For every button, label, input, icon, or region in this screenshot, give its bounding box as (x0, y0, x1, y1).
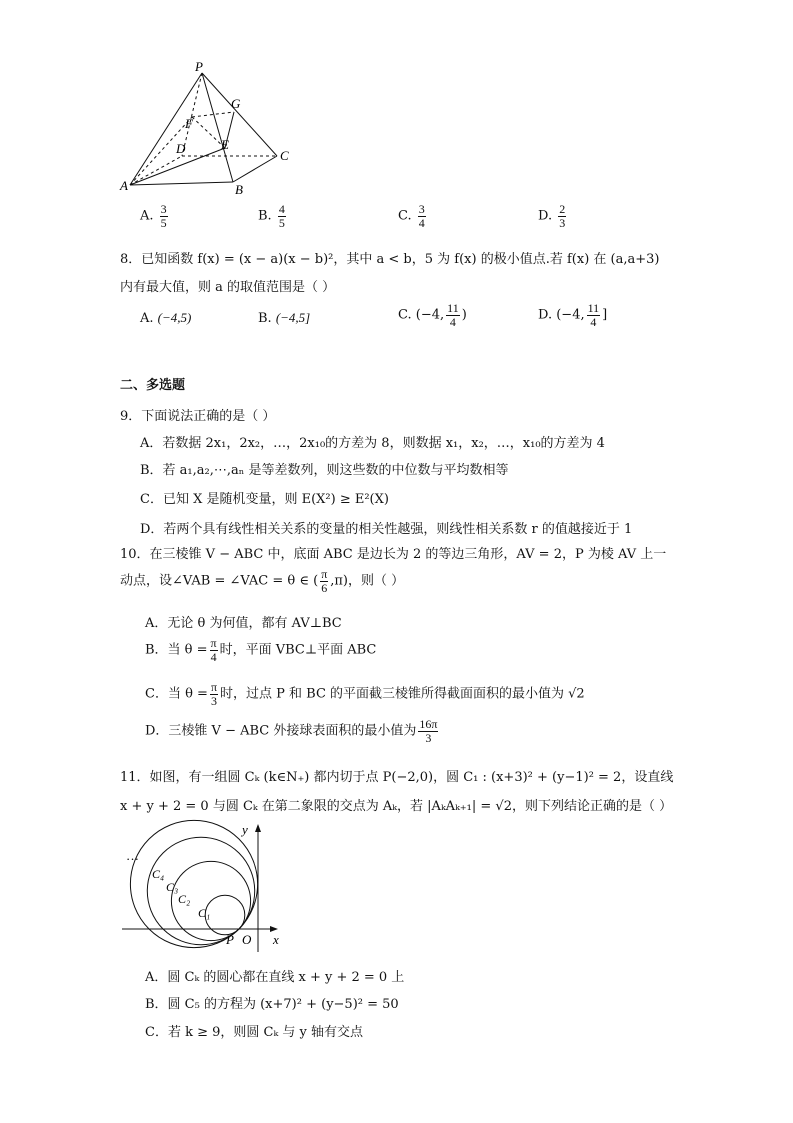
option-letter: A. (140, 311, 154, 326)
denominator: 4 (449, 314, 456, 329)
q11-line2: x + y + 2 = 0 与圆 Cₖ 在第二象限的交点为 Aₖ，若 |AₖAₖ₊₁| = √2，则下列结论正确的是（ ） (120, 799, 673, 814)
option-text: D．三棱锥 V − ABC 外接球表面积的最小值为 (145, 723, 417, 739)
numerator: 11 (587, 301, 600, 315)
fraction (160, 203, 168, 229)
circles-figure (118, 818, 298, 958)
fraction (418, 718, 438, 744)
q9-stem: 9．下面说法正确的是（ ） (120, 409, 276, 424)
option-letter: D. (538, 307, 553, 323)
label-D: D (176, 141, 186, 156)
fraction (320, 568, 328, 594)
numerator: π (321, 567, 328, 581)
denominator: 5 (160, 215, 167, 230)
label-G: G (231, 96, 241, 111)
denominator: 6 (321, 580, 328, 595)
numerator: π (210, 680, 217, 694)
q10-option-b (145, 637, 376, 663)
label-C3: C₃ (166, 880, 179, 894)
option-letter: C. (398, 307, 412, 323)
fraction (587, 302, 601, 328)
option-text: (−4, (415, 307, 445, 323)
q9-option-a: A．若数据 2x₁，2x₂，…，2x₁₀的方差为 8，则数据 x₁，x₂，…，x₁₀的方差为 4 (140, 436, 605, 451)
label-B: B (235, 182, 243, 197)
label-O: O (242, 932, 252, 947)
edge-BC (233, 156, 277, 182)
q7-option-b (258, 203, 288, 229)
q10-option-a: A．无论 θ 为何值，都有 AV⊥BC (145, 616, 342, 631)
option-letter: D. (538, 208, 553, 224)
label-x: x (273, 932, 279, 947)
q10-option-c (145, 681, 585, 707)
option-text-end: 时，平面 VBC⊥平面 ABC (219, 642, 377, 658)
q8-line2: 内有最大值，则 a 的取值范围是（ ） (120, 280, 336, 295)
q9-option-d: D．若两个具有线性相关关系的变量的相关性越强，则线性相关系数 r 的值越接近于 1 (140, 522, 633, 537)
q10-line2 (120, 568, 404, 594)
option-text: (−4, (556, 307, 585, 323)
option-text-end: 时，过点 P 和 BC 的平面截三棱锥所得截面面积的最小值为 √2 (220, 686, 585, 702)
fraction (418, 203, 426, 229)
numerator: 3 (160, 202, 167, 216)
q7-option-c (398, 203, 428, 229)
q10-line2-text: 动点，设∠VAB = ∠VAC = θ ∈ ( (120, 573, 319, 589)
option-text: (−4,5] (275, 310, 311, 325)
pyramid-figure (110, 60, 310, 200)
section-title: 二、多选题 (120, 378, 186, 393)
q7-option-a (140, 203, 170, 229)
label-y: y (242, 822, 248, 837)
edge-AB (130, 182, 233, 185)
q11-option-c: C．若 k ≥ 9，则圆 Cₖ 与 y 轴有交点 (145, 1025, 363, 1040)
option-text: B．当 θ = (145, 642, 208, 658)
edge-AD (130, 156, 182, 185)
fraction (210, 681, 218, 707)
fraction (278, 203, 286, 229)
fraction (446, 302, 460, 328)
q11-line1: 11．如图，有一组圆 Cₖ (k∈N₊) 都内切于点 P(−2,0)，圆 C₁ : (x+3)² + (y−1)² = 2，设直线 (120, 770, 674, 785)
numerator: 4 (278, 202, 285, 216)
numerator: 16π (419, 717, 438, 731)
label-C2: C₂ (178, 892, 191, 906)
option-letter: B. (258, 208, 272, 224)
denominator: 3 (425, 730, 432, 745)
label-E: E (221, 137, 229, 152)
option-text: (−4,5) (157, 310, 192, 325)
numerator: 3 (418, 202, 425, 216)
denominator: 3 (559, 215, 566, 230)
y-axis-arrow (255, 824, 261, 832)
fraction (558, 203, 566, 229)
q9-option-c: C．已知 X 是随机变量，则 E(X²) ≥ E²(X) (140, 492, 389, 507)
q8-option-d (538, 302, 607, 328)
denominator: 5 (278, 215, 285, 230)
q11-option-a: A．圆 Cₖ 的圆心都在直线 x + y + 2 = 0 上 (145, 970, 405, 985)
option-text-end: ) (461, 307, 467, 323)
q8-option-b (258, 310, 310, 326)
label-F: F (185, 116, 193, 131)
q11-option-b: B．圆 C₅ 的方程为 (x+7)² + (y−5)² = 50 (145, 997, 399, 1012)
q10-line2-end: ,π)，则（ ） (330, 573, 405, 589)
edge-PB (202, 73, 233, 182)
option-letter: A. (140, 208, 154, 224)
numerator: 11 (447, 301, 459, 315)
option-letter: C. (398, 208, 412, 224)
fraction (210, 637, 218, 663)
label-P: P (195, 60, 203, 74)
q10-line1: 10．在三棱锥 V − ABC 中，底面 ABC 是边长为 2 的等边三角形，AV = 2，P 为棱 AV 上一 (120, 547, 667, 562)
label-P: P (226, 932, 234, 947)
label-C1: C₁ (198, 906, 211, 920)
denominator: 4 (418, 215, 425, 230)
option-text: C．当 θ = (145, 686, 208, 702)
denominator: 3 (210, 693, 217, 708)
option-letter: B. (258, 311, 272, 326)
q8-line1: 8．已知函数 f(x) = (x − a)(x − b)²，其中 a < b，5 为 f(x) 的极小值点.若 f(x) 在 (a,a+3) (120, 252, 660, 267)
q9-option-b: B．若 a₁,a₂,⋯,aₙ 是等差数列，则这些数的中位数与平均数相等 (140, 463, 509, 478)
label-dots: … (126, 848, 139, 863)
denominator: 4 (590, 314, 597, 329)
denominator: 4 (210, 649, 217, 664)
label-A: A (120, 178, 128, 193)
q10-option-d (145, 718, 440, 744)
label-C4: C₄ (152, 867, 165, 881)
q8-option-a (140, 310, 191, 326)
numerator: 2 (559, 202, 566, 216)
numerator: π (210, 636, 217, 650)
label-C: C (280, 148, 289, 163)
q7-option-d (538, 203, 568, 229)
option-text-end: ] (602, 307, 608, 323)
edge-PC (202, 73, 277, 156)
q8-option-c (398, 302, 467, 328)
